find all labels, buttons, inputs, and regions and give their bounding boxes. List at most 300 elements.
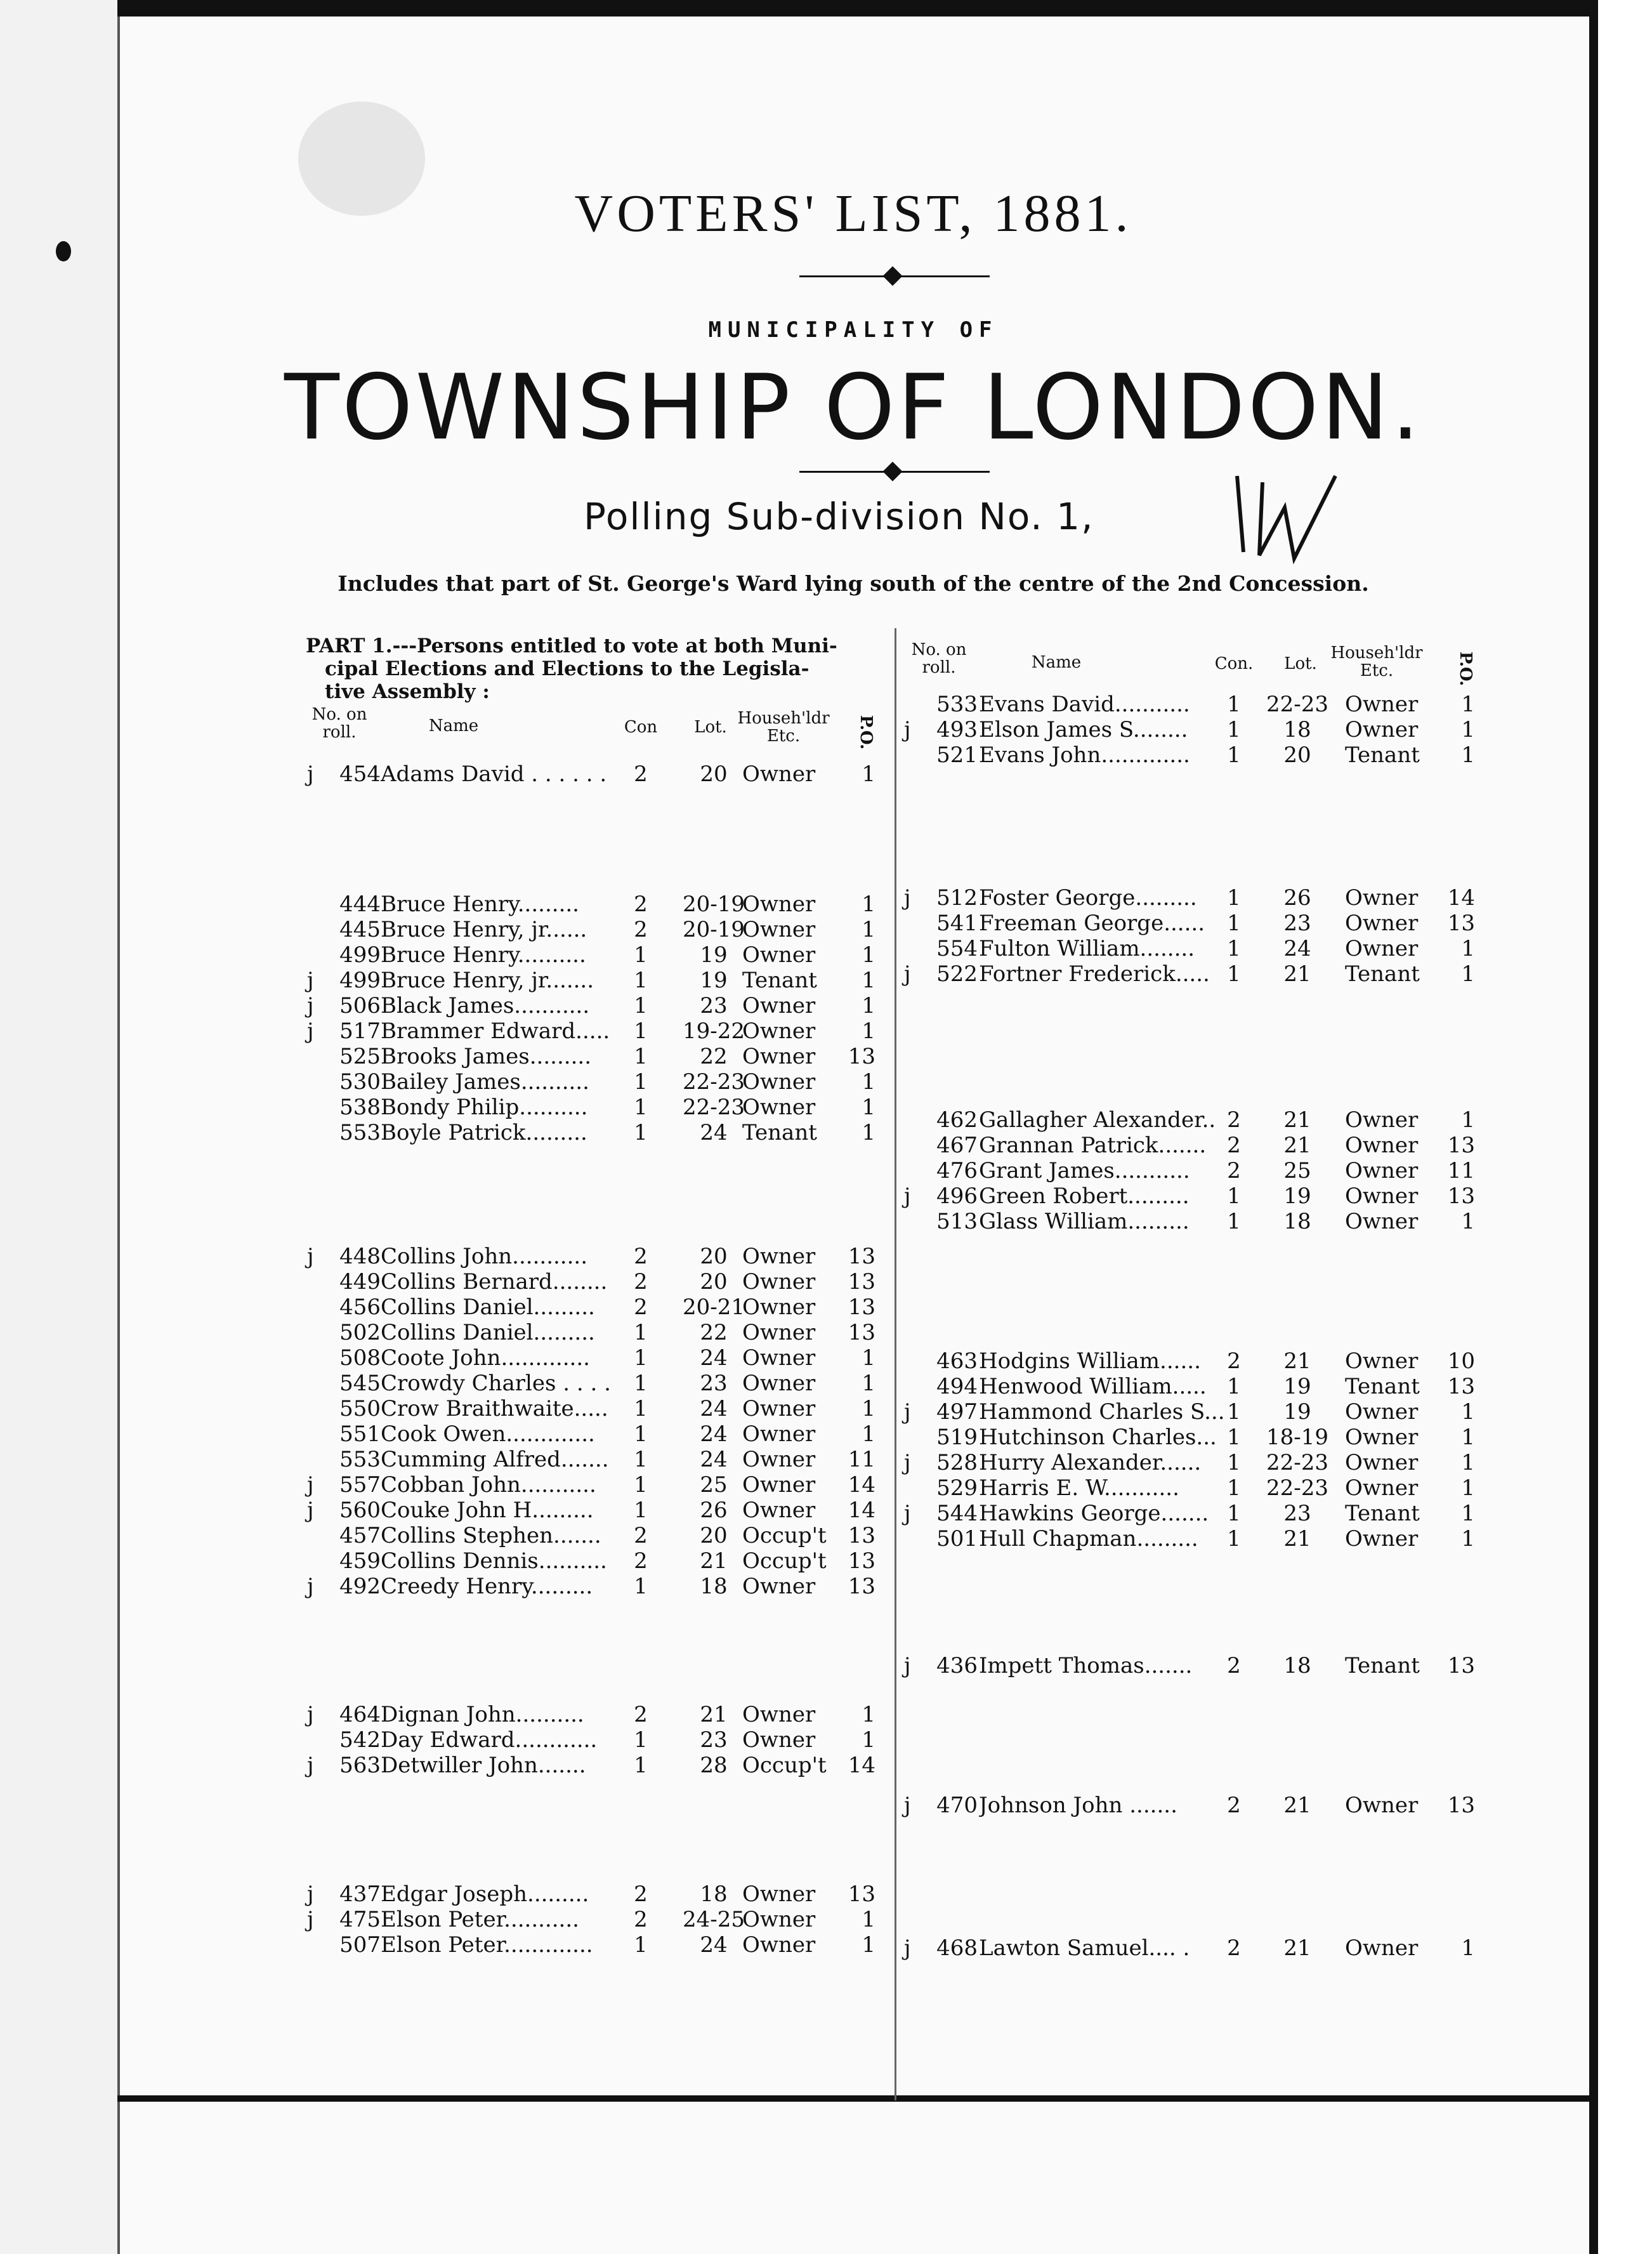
householder-status: Owner xyxy=(1345,1526,1419,1552)
post-office: 1 xyxy=(862,917,875,942)
roll-number: 470 xyxy=(936,1793,978,1818)
roll-number: 449 xyxy=(339,1269,381,1295)
post-office: 13 xyxy=(1447,1183,1475,1209)
householder-status: Owner xyxy=(742,1244,816,1269)
jury-mark: j xyxy=(307,1882,314,1907)
post-office: 1 xyxy=(1461,1425,1475,1450)
left-voter-row xyxy=(298,968,882,993)
right-voter-row xyxy=(898,1374,1475,1399)
voter-name: Evans John............. xyxy=(979,742,1190,768)
householder-status: Owner xyxy=(1345,911,1419,936)
householder-status: Owner xyxy=(742,1396,816,1421)
concession: 1 xyxy=(1227,1501,1241,1526)
left-header-householder xyxy=(736,709,831,745)
post-office: 11 xyxy=(848,1447,875,1472)
roll-number: 553 xyxy=(339,1447,381,1472)
post-office: 13 xyxy=(848,1295,875,1320)
roll-number: 492 xyxy=(339,1574,381,1599)
roll-number: 496 xyxy=(936,1183,978,1209)
left-voter-row xyxy=(298,892,882,917)
roll-number: 494 xyxy=(936,1374,978,1399)
post-office: 1 xyxy=(862,892,875,917)
jury-mark: j xyxy=(904,1501,911,1526)
lot: 21 xyxy=(700,1702,728,1727)
roll-number: 528 xyxy=(936,1450,978,1475)
householder-status: Owner xyxy=(742,1069,816,1095)
voter-name: Boyle Patrick......... xyxy=(381,1120,587,1145)
left-voter-row xyxy=(298,1396,882,1421)
jury-mark: j xyxy=(904,885,911,911)
householder-status: Owner xyxy=(742,761,816,787)
left-voter-row xyxy=(298,1269,882,1295)
post-office: 14 xyxy=(848,1498,875,1523)
voter-name: Edgar Joseph......... xyxy=(381,1882,589,1907)
right-header-no-on-roll xyxy=(904,641,974,676)
post-office: 13 xyxy=(848,1320,875,1345)
concession: 2 xyxy=(634,1548,648,1574)
roll-number: 476 xyxy=(936,1158,978,1183)
jury-mark: j xyxy=(904,1183,911,1209)
concession: 2 xyxy=(634,1523,648,1548)
lot: 24 xyxy=(700,1447,728,1472)
roll-number: 517 xyxy=(339,1018,381,1044)
voter-name: Evans David........... xyxy=(979,692,1190,717)
right-voter-row xyxy=(898,742,1475,768)
post-office: 13 xyxy=(1447,1653,1475,1678)
right-voter-row xyxy=(898,1348,1475,1374)
left-voter-row xyxy=(298,1120,882,1145)
left-voter-row xyxy=(298,1244,882,1269)
householder-status: Owner xyxy=(742,1702,816,1727)
voter-name: Collins Daniel......... xyxy=(381,1295,595,1320)
jury-mark: j xyxy=(307,1753,314,1778)
lot: 24 xyxy=(1283,936,1311,961)
voter-name: Elson James S........ xyxy=(979,717,1188,742)
post-office: 1 xyxy=(1461,1450,1475,1475)
left-header-no-line2: roll. xyxy=(322,723,357,742)
householder-status: Owner xyxy=(1345,1133,1419,1158)
voter-name: Glass William......... xyxy=(979,1209,1190,1234)
lot: 19-22 xyxy=(682,1018,745,1044)
lot: 20 xyxy=(700,1244,728,1269)
concession: 1 xyxy=(634,968,648,993)
householder-status: Owner xyxy=(742,1018,816,1044)
concession: 1 xyxy=(634,1727,648,1753)
left-header-hh-line2: Etc. xyxy=(766,727,801,746)
roll-number: 513 xyxy=(936,1209,978,1234)
lot: 21 xyxy=(1283,1133,1311,1158)
right-header-po: P.O. xyxy=(1456,651,1475,687)
voter-name: Hawkins George....... xyxy=(979,1501,1209,1526)
right-voter-row xyxy=(898,1501,1475,1526)
left-voter-row xyxy=(298,1574,882,1599)
lot: 20 xyxy=(700,1523,728,1548)
lot: 19 xyxy=(1283,1183,1311,1209)
left-voter-row xyxy=(298,1447,882,1472)
lot: 19 xyxy=(700,968,728,993)
post-office: 1 xyxy=(862,1421,875,1447)
left-voter-row xyxy=(298,993,882,1018)
voter-name: Adams David . . . . . . xyxy=(381,761,607,787)
lot: 23 xyxy=(1283,911,1311,936)
roll-number: 522 xyxy=(936,961,978,987)
householder-status: Owner xyxy=(1345,1425,1419,1450)
concession: 1 xyxy=(1227,1475,1241,1501)
concession: 1 xyxy=(634,1018,648,1044)
post-office: 1 xyxy=(862,968,875,993)
voter-name: Couke John H......... xyxy=(381,1498,594,1523)
voter-name: Elson Peter........... xyxy=(381,1907,579,1932)
post-office: 1 xyxy=(862,1120,875,1145)
concession: 1 xyxy=(634,1345,648,1371)
lot: 22 xyxy=(700,1044,728,1069)
householder-status: Owner xyxy=(1345,1935,1419,1961)
lot: 22 xyxy=(700,1320,728,1345)
voter-name: Foster George......... xyxy=(979,885,1197,911)
concession: 2 xyxy=(634,1244,648,1269)
left-voter-row xyxy=(298,1882,882,1907)
post-office: 1 xyxy=(862,1727,875,1753)
voter-name: Bruce Henry.......... xyxy=(381,942,586,968)
concession: 2 xyxy=(1227,1158,1241,1183)
left-voter-row xyxy=(298,1753,882,1778)
householder-status: Owner xyxy=(742,1727,816,1753)
voter-name: Bruce Henry, jr....... xyxy=(381,968,594,993)
concession: 1 xyxy=(634,1320,648,1345)
concession: 2 xyxy=(634,1907,648,1932)
right-header-lot: Lot. xyxy=(1284,654,1317,673)
roll-number: 530 xyxy=(339,1069,381,1095)
concession: 1 xyxy=(1227,692,1241,717)
concession: 1 xyxy=(634,1932,648,1958)
householder-status: Owner xyxy=(1345,1107,1419,1133)
roll-number: 502 xyxy=(339,1320,381,1345)
left-voter-row xyxy=(298,917,882,942)
lot: 25 xyxy=(700,1472,728,1498)
householder-status: Owner xyxy=(742,917,816,942)
concession: 1 xyxy=(1227,717,1241,742)
lot: 25 xyxy=(1283,1158,1311,1183)
right-header-name: Name xyxy=(1031,653,1082,672)
householder-status: Occup't xyxy=(742,1753,827,1778)
voter-name: Hurry Alexander...... xyxy=(979,1450,1202,1475)
left-voter-row xyxy=(298,1548,882,1574)
voter-name: Bailey James.......... xyxy=(381,1069,589,1095)
voter-name: Cook Owen............. xyxy=(381,1421,595,1447)
householder-status: Owner xyxy=(1345,1348,1419,1374)
right-scan-border xyxy=(1589,0,1652,2254)
lot: 24 xyxy=(700,1396,728,1421)
post-office: 13 xyxy=(848,1044,875,1069)
voter-name: Day Edward............ xyxy=(381,1727,598,1753)
householder-status: Owner xyxy=(1345,1183,1419,1209)
left-voter-row xyxy=(298,1345,882,1371)
voter-name: Cumming Alfred....... xyxy=(381,1447,609,1472)
concession: 2 xyxy=(1227,1935,1241,1961)
right-voter-row xyxy=(898,885,1475,911)
left-header-no-line1: No. on xyxy=(311,705,367,724)
post-office: 13 xyxy=(848,1244,875,1269)
roll-number: 467 xyxy=(936,1133,978,1158)
roll-number: 475 xyxy=(339,1907,381,1932)
householder-status: Occup't xyxy=(742,1548,827,1574)
jury-mark: j xyxy=(307,1702,314,1727)
right-voter-row xyxy=(898,1653,1475,1678)
householder-status: Tenant xyxy=(1345,742,1420,768)
post-office: 13 xyxy=(848,1269,875,1295)
lot: 20-21 xyxy=(682,1295,745,1320)
lot: 22-23 xyxy=(1266,1450,1328,1475)
post-office: 1 xyxy=(862,1371,875,1396)
concession: 2 xyxy=(1227,1793,1241,1818)
lot: 21 xyxy=(700,1548,728,1574)
right-voter-row xyxy=(898,1450,1475,1475)
right-header-hh-line1: Househ'ldr xyxy=(1330,643,1423,662)
post-office: 1 xyxy=(1461,1209,1475,1234)
concession: 1 xyxy=(634,1574,648,1599)
lot: 22-23 xyxy=(1266,692,1328,717)
lot: 24 xyxy=(700,1345,728,1371)
handwritten-initials xyxy=(1224,470,1345,565)
voter-name: Johnson John ....... xyxy=(979,1793,1177,1818)
roll-number: 464 xyxy=(339,1702,381,1727)
right-voter-row xyxy=(898,1793,1475,1818)
householder-status: Owner xyxy=(1345,1793,1419,1818)
column-divider xyxy=(895,628,896,2100)
roll-number: 437 xyxy=(339,1882,381,1907)
voter-name: Hodgins William...... xyxy=(979,1348,1201,1374)
post-office: 1 xyxy=(862,1907,875,1932)
concession: 2 xyxy=(1227,1348,1241,1374)
roll-number: 563 xyxy=(339,1753,381,1778)
roll-number: 538 xyxy=(339,1095,381,1120)
right-voter-row xyxy=(898,1107,1475,1133)
left-voter-row xyxy=(298,761,882,787)
householder-status: Owner xyxy=(1345,885,1419,911)
lot: 18 xyxy=(1283,1653,1311,1678)
roll-number: 501 xyxy=(936,1526,978,1552)
left-voter-row xyxy=(298,1421,882,1447)
left-voter-row xyxy=(298,1095,882,1120)
left-voter-row xyxy=(298,1932,882,1958)
householder-status: Owner xyxy=(1345,936,1419,961)
jury-mark: j xyxy=(904,1653,911,1678)
roll-number: 541 xyxy=(936,911,978,936)
left-voter-row xyxy=(298,1702,882,1727)
punch-hole-mark xyxy=(56,241,71,261)
lot: 21 xyxy=(1283,1348,1311,1374)
concession: 1 xyxy=(634,993,648,1018)
left-header-con: Con xyxy=(624,718,658,737)
right-voter-row xyxy=(898,961,1475,987)
concession: 1 xyxy=(1227,961,1241,987)
lot: 26 xyxy=(1283,885,1311,911)
post-office: 1 xyxy=(1461,1501,1475,1526)
jury-mark: j xyxy=(307,1907,314,1932)
concession: 1 xyxy=(1227,1425,1241,1450)
lot: 21 xyxy=(1283,1935,1311,1961)
bottom-scan-border xyxy=(117,2095,1596,2102)
householder-status: Tenant xyxy=(1345,1653,1420,1678)
voter-name: Harris E. W........... xyxy=(979,1475,1179,1501)
lot: 24-25 xyxy=(682,1907,745,1932)
voter-name: Creedy Henry......... xyxy=(381,1574,593,1599)
left-voter-row xyxy=(298,1523,882,1548)
concession: 1 xyxy=(634,1069,648,1095)
roll-number: 468 xyxy=(936,1935,978,1961)
left-voter-row xyxy=(298,1472,882,1498)
concession: 1 xyxy=(634,1498,648,1523)
voter-name: Cobban John........... xyxy=(381,1472,596,1498)
jury-mark: j xyxy=(307,993,314,1018)
householder-status: Tenant xyxy=(1345,1501,1420,1526)
right-voter-row xyxy=(898,936,1475,961)
right-voter-row xyxy=(898,1158,1475,1183)
left-header-hh-line1: Househ'ldr xyxy=(737,709,830,728)
concession: 1 xyxy=(634,1447,648,1472)
concession: 2 xyxy=(634,1702,648,1727)
left-voter-row xyxy=(298,1018,882,1044)
left-voter-row xyxy=(298,1320,882,1345)
householder-status: Owner xyxy=(1345,717,1419,742)
post-office: 1 xyxy=(862,1345,875,1371)
concession: 1 xyxy=(634,1753,648,1778)
roll-number: 508 xyxy=(339,1345,381,1371)
roll-number: 521 xyxy=(936,742,978,768)
post-office: 1 xyxy=(862,1932,875,1958)
concession: 2 xyxy=(634,892,648,917)
lot: 18 xyxy=(1283,717,1311,742)
voter-name: Bondy Philip.......... xyxy=(381,1095,588,1120)
post-office: 1 xyxy=(862,942,875,968)
householder-status: Owner xyxy=(742,1095,816,1120)
post-office: 11 xyxy=(1447,1158,1475,1183)
post-office: 1 xyxy=(1461,961,1475,987)
roll-number: 529 xyxy=(936,1475,978,1501)
roll-number: 444 xyxy=(339,892,381,917)
right-voter-row xyxy=(898,1133,1475,1158)
roll-number: 542 xyxy=(339,1727,381,1753)
left-voter-row xyxy=(298,1371,882,1396)
concession: 2 xyxy=(1227,1653,1241,1678)
lot: 23 xyxy=(700,1371,728,1396)
post-office: 13 xyxy=(1447,1793,1475,1818)
voter-name: Lawton Samuel.... . xyxy=(979,1935,1190,1961)
roll-number: 507 xyxy=(339,1932,381,1958)
post-office: 1 xyxy=(1461,936,1475,961)
right-header-con: Con. xyxy=(1214,654,1254,673)
roll-number: 499 xyxy=(339,968,381,993)
post-office: 1 xyxy=(1461,1526,1475,1552)
concession: 1 xyxy=(634,1120,648,1145)
concession: 1 xyxy=(1227,1526,1241,1552)
post-office: 1 xyxy=(862,993,875,1018)
lot: 19 xyxy=(1283,1399,1311,1425)
concession: 1 xyxy=(1227,1450,1241,1475)
roll-number: 493 xyxy=(936,717,978,742)
post-office: 13 xyxy=(1447,911,1475,936)
voter-name: Impett Thomas....... xyxy=(979,1653,1193,1678)
voter-name: Elson Peter............. xyxy=(381,1932,593,1958)
post-office: 13 xyxy=(848,1548,875,1574)
concession: 2 xyxy=(634,761,648,787)
post-office: 13 xyxy=(1447,1374,1475,1399)
lot: 28 xyxy=(700,1753,728,1778)
coverage-description: Includes that part of St. George's Ward lying south of the centre of the 2nd Concession. xyxy=(338,571,1369,596)
householder-status: Owner xyxy=(742,1345,816,1371)
householder-status: Owner xyxy=(1345,1450,1419,1475)
left-voter-row xyxy=(298,1498,882,1523)
jury-mark: j xyxy=(307,1472,314,1498)
post-office: 1 xyxy=(1461,692,1475,717)
jury-mark: j xyxy=(904,1399,911,1425)
jury-mark: j xyxy=(307,761,314,787)
voter-name: Collins Dennis.......... xyxy=(381,1548,607,1574)
lot: 18 xyxy=(700,1882,728,1907)
left-header-po: P.O. xyxy=(856,715,875,750)
roll-number: 512 xyxy=(936,885,978,911)
roll-number: 448 xyxy=(339,1244,381,1269)
concession: 1 xyxy=(1227,885,1241,911)
post-office: 13 xyxy=(848,1882,875,1907)
roll-number: 519 xyxy=(936,1425,978,1450)
lot: 18 xyxy=(1283,1209,1311,1234)
roll-number: 525 xyxy=(339,1044,381,1069)
roll-number: 560 xyxy=(339,1498,381,1523)
voter-name: Freeman George...... xyxy=(979,911,1205,936)
householder-status: Owner xyxy=(1345,1158,1419,1183)
concession: 1 xyxy=(1227,1183,1241,1209)
householder-status: Owner xyxy=(742,1371,816,1396)
householder-status: Owner xyxy=(742,1907,816,1932)
lot: 24 xyxy=(700,1120,728,1145)
lot: 24 xyxy=(700,1932,728,1958)
top-scan-border xyxy=(117,0,1596,16)
voter-name: Brooks James......... xyxy=(381,1044,592,1069)
concession: 1 xyxy=(1227,1399,1241,1425)
voter-name: Green Robert......... xyxy=(979,1183,1190,1209)
jury-mark: j xyxy=(307,1498,314,1523)
voter-name: Grannan Patrick....... xyxy=(979,1133,1207,1158)
voter-name: Coote John............. xyxy=(381,1345,590,1371)
post-office: 13 xyxy=(848,1574,875,1599)
right-voter-row xyxy=(898,717,1475,742)
post-office: 1 xyxy=(862,1018,875,1044)
left-voter-row xyxy=(298,1727,882,1753)
binding-strip xyxy=(0,0,120,2254)
voter-name: Collins Bernard........ xyxy=(381,1269,608,1295)
post-office: 1 xyxy=(862,1095,875,1120)
right-header-hh-line2: Etc. xyxy=(1360,661,1394,680)
voter-name: Henwood William..... xyxy=(979,1374,1207,1399)
township-title: TOWNSHIP OF LONDON. xyxy=(284,355,1422,460)
concession: 2 xyxy=(634,1269,648,1295)
lot: 22-23 xyxy=(682,1095,745,1120)
left-voter-row xyxy=(298,942,882,968)
left-voter-row xyxy=(298,1044,882,1069)
householder-status: Owner xyxy=(742,993,816,1018)
post-office: 10 xyxy=(1447,1348,1475,1374)
right-voter-row xyxy=(898,1526,1475,1552)
post-office: 1 xyxy=(862,761,875,787)
roll-number: 533 xyxy=(936,692,978,717)
lot: 19 xyxy=(700,942,728,968)
post-office: 1 xyxy=(862,1069,875,1095)
householder-status: Owner xyxy=(742,1421,816,1447)
concession: 1 xyxy=(634,1396,648,1421)
voter-name: Hammond Charles S... xyxy=(979,1399,1225,1425)
left-voter-row xyxy=(298,1069,882,1095)
